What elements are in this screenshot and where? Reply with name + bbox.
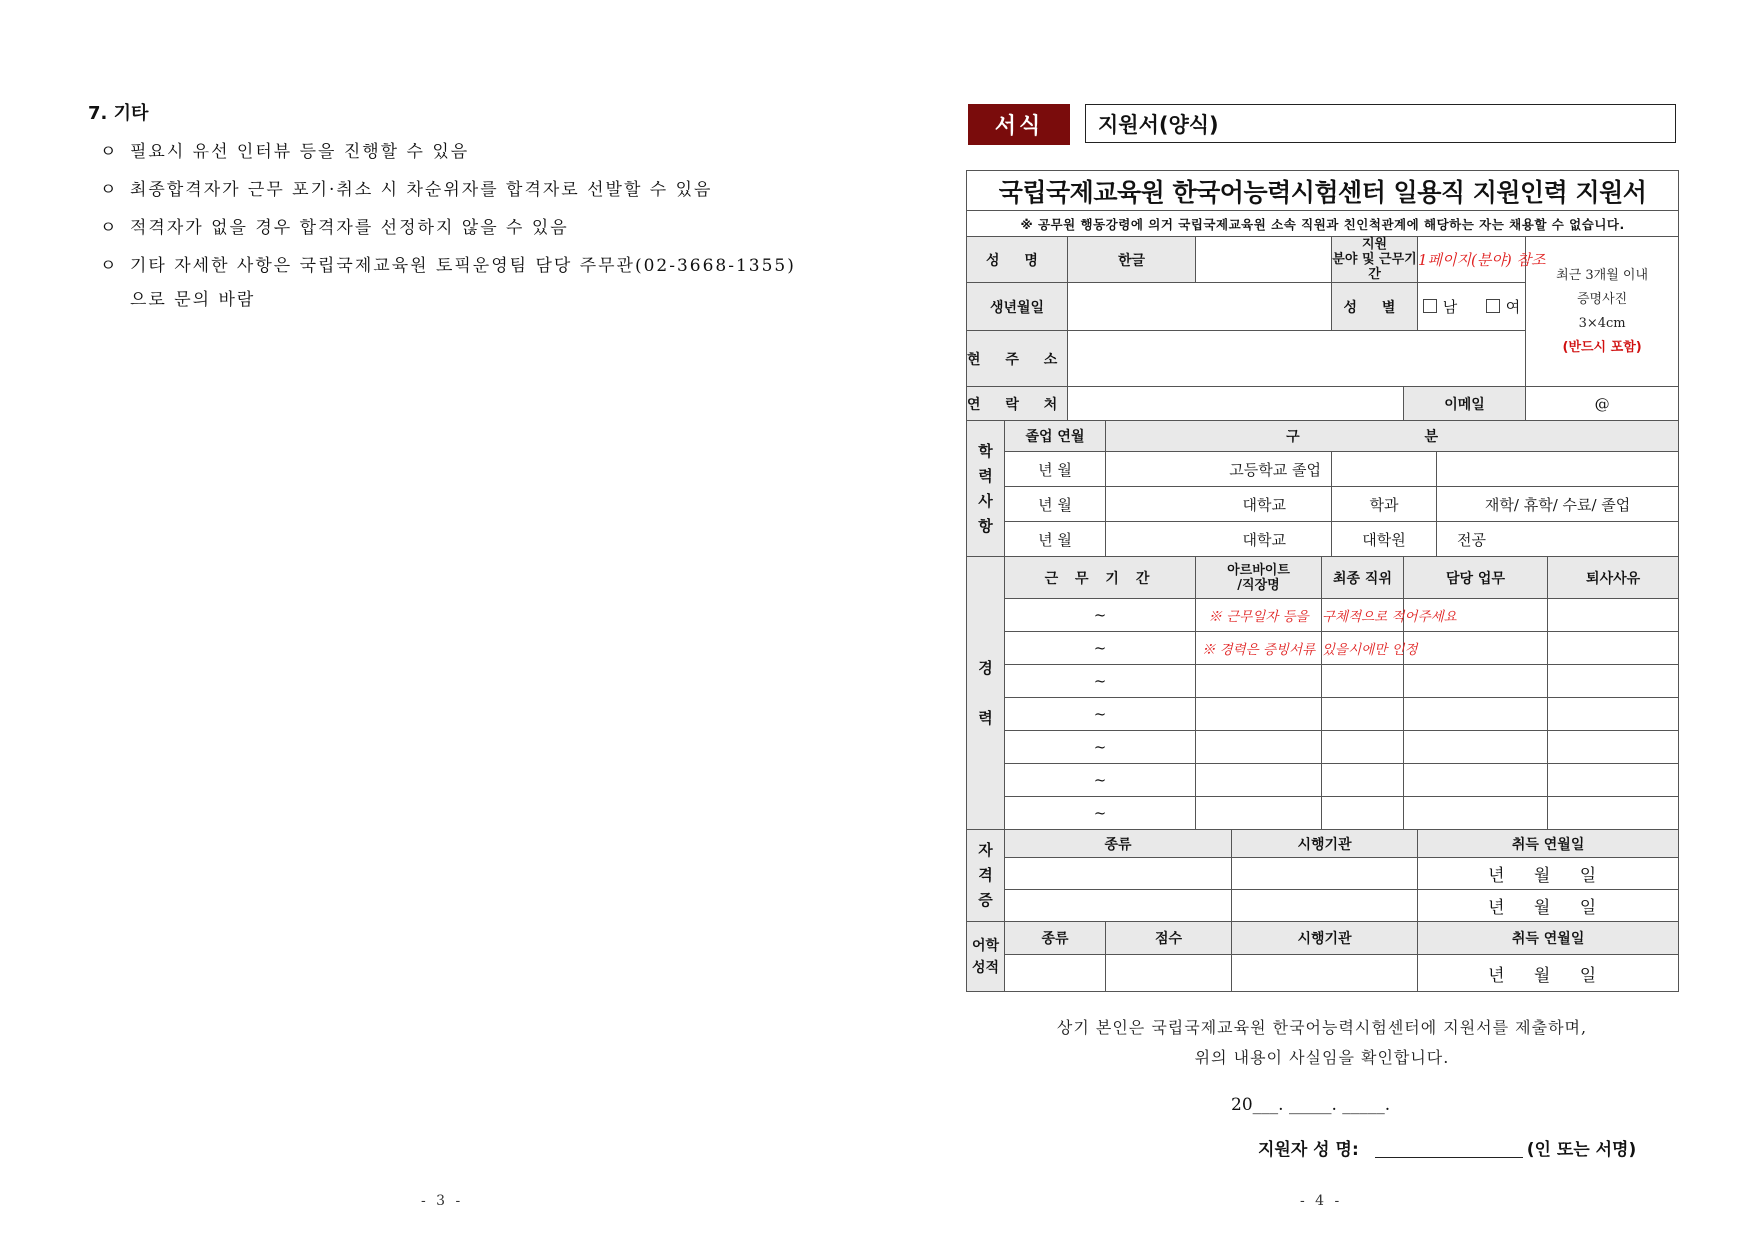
career-cell[interactable] [1548,665,1679,698]
address-input[interactable] [1068,331,1526,387]
bullet-mark: ㅇ [100,180,119,200]
cert-cell[interactable] [1232,890,1418,922]
career-cell[interactable] [1322,764,1404,797]
signature-field[interactable] [1375,1141,1523,1158]
bullet-continuation: 으로 문의 바람 [130,290,256,310]
bullet-text: 최종합격자가 근무 포기·취소 시 차순위자를 합격자로 선발할 수 있음 [130,180,713,200]
form-tag: 서식 [968,104,1070,145]
lang-header-type: 종류 [1005,922,1106,955]
career-cell[interactable] [1404,698,1548,731]
application-form [966,170,1679,992]
language-section-label: 어학 성적 [967,922,1005,992]
declaration-line2: 위의 내용이 사실임을 확인합니다. [1194,1048,1450,1067]
edu-header-division: 구 분 [1106,421,1679,452]
bullet-item [100,251,796,276]
bullet-item [100,175,712,200]
career-header-reason: 퇴사사유 [1548,557,1679,599]
lang-date-cell[interactable]: 년 월 일 [1418,955,1679,992]
edu-date-cell[interactable]: 년 월 [1005,452,1106,487]
birth-input[interactable] [1068,283,1332,331]
edu-cell: 대학원 [1332,522,1437,557]
name-label: 성 명 [967,237,1068,283]
cert-date-cell[interactable]: 년 월 일 [1418,890,1679,922]
career-cell[interactable] [1404,665,1548,698]
edu-cell [1332,452,1437,487]
section-title: 7. 기타 [88,103,149,124]
gender-male-option[interactable]: 남 [1423,298,1458,316]
career-cell[interactable] [1196,698,1322,731]
lang-header-org: 시행기관 [1232,922,1418,955]
career-period-cell[interactable]: ~ [1005,599,1196,632]
edu-date-cell[interactable]: 년 월 [1005,487,1106,522]
gender-female-option[interactable]: 여 [1486,298,1521,316]
edu-header-date: 졸업 연월 [1005,421,1106,452]
career-cell[interactable] [1548,599,1679,632]
career-note: 있을시에만 인정 [1322,632,1404,665]
field-label-line1: 지원 [1361,237,1388,252]
edu-cell: 대학교 [1106,522,1332,557]
career-note: 구체적으로 적어주세요 [1322,599,1404,632]
email-input[interactable]: @ [1526,387,1679,421]
cert-header-type: 종류 [1005,830,1232,858]
edu-cell [1437,452,1679,487]
career-header-period: 근 무 기 간 [1005,557,1196,599]
career-cell[interactable] [1404,797,1548,830]
career-note: ※ 근무일자 등을 [1196,599,1322,632]
career-period-cell[interactable]: ~ [1005,665,1196,698]
checkbox-female[interactable] [1486,299,1500,313]
birth-label: 생년월일 [967,283,1068,331]
signer-suffix: (인 또는 서명) [1526,1140,1637,1160]
hangul-label: 한글 [1068,237,1196,283]
page-number-left: - 3 - [421,1193,464,1209]
career-cell[interactable] [1196,797,1322,830]
career-cell[interactable] [1404,731,1548,764]
edu-cell: 전공 [1437,522,1679,557]
form-notice: ※ 공무원 행동강령에 의거 국립국제교육원 소속 직원과 친인척관계에 해당하는 자는 채용할 수 없습니다. [967,211,1679,237]
career-cell[interactable] [1322,698,1404,731]
photo-line3: 3×4cm [1578,315,1626,331]
career-note: ※ 경력은 증빙서류 [1196,632,1322,665]
declaration-line1: 상기 본인은 국립국제교육원 한국어능력시험센터에 지원서를 제출하며, [1056,1018,1588,1037]
certificate-section-label: 자 격 증 [967,830,1005,922]
bullet-mark: ㅇ [100,218,119,238]
photo-required: (반드시 포함) [1562,339,1642,355]
bullet-item [100,137,469,162]
career-period-cell[interactable]: ~ [1005,731,1196,764]
career-cell[interactable] [1196,731,1322,764]
photo-line2: 증명사진 [1576,291,1628,307]
edu-date-cell[interactable]: 년 월 [1005,522,1106,557]
field-label-line2: 분야 및 근무기간 [1332,252,1417,282]
career-header-duty: 담당 업무 [1404,557,1548,599]
lang-cell[interactable] [1005,955,1106,992]
email-label: 이메일 [1404,387,1526,421]
lang-header-date: 취득 연월일 [1418,922,1679,955]
bullet-mark: ㅇ [100,142,119,162]
bullet-mark: ㅇ [100,256,119,276]
career-period-cell[interactable]: ~ [1005,632,1196,665]
cert-cell[interactable] [1232,858,1418,890]
bullet-text: 필요시 유선 인터뷰 등을 진행할 수 있음 [130,142,470,162]
career-cell[interactable] [1404,632,1548,665]
bullet-text: 적격자가 없을 경우 합격자를 선정하지 않을 수 있음 [130,218,569,238]
date-line[interactable]: 20___. _____. _____. [1231,1095,1391,1115]
checkbox-male[interactable] [1423,299,1437,313]
field-label [1332,237,1418,283]
address-label: 현 주 소 [967,331,1068,387]
form-tag-title: 지원서(양식) [1085,104,1676,143]
career-header-workplace: 아르바이트 /직장명 [1196,557,1322,599]
career-cell[interactable] [1322,665,1404,698]
career-cell[interactable] [1548,797,1679,830]
signature-line [1258,1135,1636,1160]
career-cell[interactable] [1322,731,1404,764]
cert-cell[interactable] [1005,858,1232,890]
lang-cell[interactable] [1106,955,1232,992]
career-cell[interactable] [1196,665,1322,698]
edu-cell: 고등학교 졸업 [1106,452,1332,487]
field-value[interactable]: 1페이지(분야) 참조 [1418,237,1526,283]
bullet-item [100,213,569,238]
career-header-position: 최종 직위 [1322,557,1404,599]
edu-cell: 학과 [1332,487,1437,522]
contact-input[interactable] [1068,387,1404,421]
lang-header-score: 점수 [1106,922,1232,955]
cert-header-date: 취득 연월일 [1418,830,1679,858]
career-period-cell[interactable]: ~ [1005,797,1196,830]
career-cell[interactable] [1548,698,1679,731]
career-cell[interactable] [1548,764,1679,797]
cert-cell[interactable] [1005,890,1232,922]
career-period-cell[interactable]: ~ [1005,764,1196,797]
edu-cell: 재학/ 휴학/ 수료/ 졸업 [1437,487,1679,522]
bullet-text: 기타 자세한 사항은 국립국제교육원 토픽운영팀 담당 주무관(02-3668-1355) [130,256,796,276]
cert-header-org: 시행기관 [1232,830,1418,858]
career-cell[interactable] [1548,632,1679,665]
education-section-label: 학 력 사 항 [967,421,1005,557]
gender-label: 성 별 [1332,283,1418,331]
career-cell[interactable] [1322,797,1404,830]
photo-box[interactable] [1526,237,1679,387]
form-title: 국립국제교육원 한국어능력시험센터 일용직 지원인력 지원서 [967,171,1679,211]
career-period-cell[interactable]: ~ [1005,698,1196,731]
lang-cell[interactable] [1232,955,1418,992]
signer-label: 지원자 성 명: [1258,1140,1359,1160]
photo-line1: 최근 3개월 이내 [1556,267,1649,283]
cert-date-cell[interactable]: 년 월 일 [1418,858,1679,890]
career-cell[interactable] [1404,764,1548,797]
career-section-label: 경 력 [967,557,1005,830]
career-cell[interactable] [1196,764,1322,797]
edu-cell: 대학교 [1106,487,1332,522]
career-cell[interactable] [1548,731,1679,764]
name-input[interactable] [1196,237,1332,283]
page-number-right: - 4 - [1300,1193,1343,1209]
contact-label: 연 락 처 [967,387,1068,421]
gender-options [1418,283,1526,331]
